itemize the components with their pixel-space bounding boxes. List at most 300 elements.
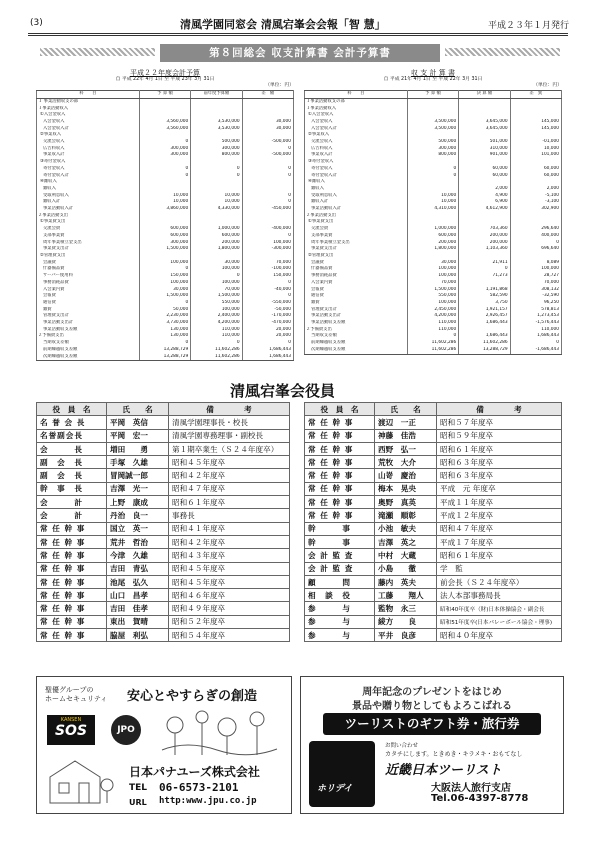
cell-value: 110,000 <box>407 320 458 327</box>
settlement-unit: （単位：円） <box>533 83 562 89</box>
officer-row <box>37 442 290 455</box>
cell-value <box>510 179 561 186</box>
officer-role: 幹 事 長 <box>37 482 107 495</box>
row-label: 交流会収入 <box>37 139 140 146</box>
table-row <box>305 226 562 233</box>
sos-logo <box>47 715 95 745</box>
cell-value: 1,686,443 <box>242 354 293 361</box>
officer-row <box>305 416 562 429</box>
ad-line2: 景品や贈り物としてもよろこばれる <box>352 701 512 712</box>
cell-value <box>139 98 190 105</box>
budget-title: 平成２２年度会計予算 <box>130 69 200 77</box>
officer-role: 常 任 幹 事 <box>37 549 107 562</box>
officer-note: 昭和５９年度卒 <box>437 429 562 442</box>
officer-note: 事務長 <box>169 509 290 522</box>
officer-name: 綾方 良 <box>375 615 437 628</box>
table-row <box>305 159 562 166</box>
cell-value: -470,000 <box>242 320 293 327</box>
row-label: ②事業収入 <box>305 132 408 139</box>
cell-value <box>510 106 561 113</box>
officer-note: 清風学園理事長・校長 <box>169 416 290 429</box>
officer-name: 小島 徹 <box>375 562 437 575</box>
cell-value: 1,686,443 <box>459 320 510 327</box>
cell-value: 11,602,286 <box>191 347 242 354</box>
table-row <box>305 266 562 273</box>
cell-value: 3,750 <box>459 300 510 307</box>
cell-value <box>139 159 190 166</box>
cell-value <box>510 219 561 226</box>
row-label: 事業活動収入計 <box>305 206 408 213</box>
table-row <box>305 327 562 334</box>
cell-value <box>459 98 510 105</box>
cell-value: -01,000 <box>510 139 561 146</box>
row-label: １事業活動収支の部 <box>305 98 408 105</box>
table-row <box>305 179 562 186</box>
cell-value: 60,000 <box>510 173 561 180</box>
officer-row <box>305 522 562 535</box>
cell-value: 1,273,453 <box>510 313 561 320</box>
officer-name: 吉澤 光一 <box>107 482 169 495</box>
row-label: ①事業費支出 <box>37 219 140 226</box>
row-label: 周年事業積立金支出 <box>37 240 140 247</box>
cell-value: 1,500,000 <box>407 287 458 294</box>
officer-name: 山嵜 慶治 <box>375 469 437 482</box>
cell-value <box>242 112 293 119</box>
cell-value <box>242 186 293 193</box>
officer-name: 平岡 英信 <box>107 416 169 429</box>
mascot-box <box>309 741 375 807</box>
officer-name: 冒岡誠一郎 <box>107 469 169 482</box>
cell-value: 0 <box>242 340 293 347</box>
officer-row <box>37 416 290 429</box>
table-row <box>305 186 562 193</box>
cell-value: 0 <box>242 193 293 200</box>
cell-value: 296,640 <box>510 226 561 233</box>
table-row <box>37 327 294 334</box>
cell-value: 0 <box>459 266 510 273</box>
table-row <box>37 219 294 226</box>
cell-value: 1,800,000 <box>407 246 458 253</box>
table-row <box>37 266 294 273</box>
cell-value: 50,000 <box>139 307 190 314</box>
cell-value: 10,000 <box>407 193 458 200</box>
cell-value: 70,000 <box>407 280 458 287</box>
officer-row <box>37 469 290 482</box>
cell-value <box>459 219 510 226</box>
cell-value <box>407 186 458 193</box>
table-row <box>305 313 562 320</box>
officers-title: 清風宕峯会役員 <box>230 382 336 400</box>
officer-row <box>305 575 562 588</box>
cell-value: 100,000 <box>139 280 190 287</box>
row-label: ２事業活動支出 <box>305 213 408 220</box>
issue-date: 平成２３年１月発行 <box>488 21 570 31</box>
cell-value: 703,360 <box>459 226 510 233</box>
table-row <box>305 119 562 126</box>
cell-value: 101,000 <box>510 152 561 159</box>
cell-value: 800,000 <box>407 152 458 159</box>
cell-value: 20,000 <box>242 333 293 340</box>
officer-name: 監物 永三 <box>375 602 437 615</box>
cell-value: 1,500,000 <box>191 293 242 300</box>
officer-note: 昭和４７年度卒 <box>437 522 562 535</box>
ad-contact: お問い合わせ <box>385 743 419 749</box>
row-label: 管理費支出計 <box>305 307 408 314</box>
row-label: 交流会収入 <box>305 139 408 146</box>
cell-value <box>407 106 458 113</box>
cell-value: 6,900 <box>459 199 510 206</box>
cell-value: 0 <box>407 173 458 180</box>
officer-row <box>305 509 562 522</box>
ad-group-text-2: ホームセキュリティ <box>45 695 108 703</box>
cell-value: 11,602,286 <box>407 340 458 347</box>
cell-value: 0 <box>510 240 561 247</box>
officer-name: 今津 久雄 <box>107 549 169 562</box>
row-label: 雑収入計 <box>305 199 408 206</box>
officer-name: 平井 良彦 <box>375 629 437 642</box>
table-row <box>305 219 562 226</box>
cell-value <box>139 132 190 139</box>
cell-value <box>139 219 190 226</box>
officer-row <box>37 535 290 548</box>
cell-value <box>191 186 242 193</box>
row-label: ③寄付金収入 <box>305 159 408 166</box>
newsletter-name: 清風学園同窓会 清風宕峯会会報「智 慧」 <box>180 18 386 31</box>
cell-value: 0 <box>407 333 458 340</box>
section-title: 第８回総会 収支計算書 会計予算書 <box>160 44 440 62</box>
table-row <box>37 206 294 213</box>
officer-name: 丹治 良一 <box>107 509 169 522</box>
row-label: 通信費 <box>37 300 140 307</box>
cell-value: 10,000 <box>510 146 561 153</box>
officer-note: 昭和５２年度卒 <box>169 615 290 628</box>
gift-banner: ツーリストのギフト券・旅行券 <box>323 713 541 735</box>
table-row <box>305 206 562 213</box>
cell-value: 30,000 <box>242 119 293 126</box>
table-row <box>37 132 294 139</box>
officer-note: 昭和４７年度卒 <box>169 482 290 495</box>
officer-row <box>305 615 562 628</box>
cell-value: -3,100 <box>510 199 561 206</box>
row-label: 事業活動収支差額 <box>37 327 140 334</box>
budget-statement <box>36 70 294 361</box>
cell-value: 0 <box>510 340 561 347</box>
row-label: ④雑収入 <box>305 179 408 186</box>
budget-unit: （単位：円） <box>265 83 294 89</box>
table-row <box>37 106 294 113</box>
officer-role: 常 任 幹 事 <box>305 456 375 469</box>
cell-value: -1,686,443 <box>510 347 561 354</box>
officer-role: 会 計 <box>37 509 107 522</box>
cell-value <box>242 213 293 220</box>
table-row <box>305 333 562 340</box>
cell-value: 500,000 <box>407 139 458 146</box>
officer-name: 中村 大蔵 <box>375 549 437 562</box>
cell-value <box>459 280 510 287</box>
officer-role: 会 長 <box>37 442 107 455</box>
officer-row <box>37 629 290 642</box>
cell-value <box>510 98 561 105</box>
row-label: 事業活動支出計 <box>37 320 140 327</box>
ad-branch: 大阪法人旅行支店 <box>431 783 511 794</box>
table-row <box>37 354 294 361</box>
row-label: ①入会金収入 <box>37 112 140 119</box>
row-label: 周年事業積立金支出 <box>305 240 408 247</box>
cell-value: 28,727 <box>510 273 561 280</box>
cell-value <box>459 327 510 334</box>
mascot-label: ホリデイ <box>317 784 353 794</box>
officer-role: 参 与 <box>305 629 375 642</box>
cell-value: 2,450,000 <box>407 307 458 314</box>
cell-value: 1,500,000 <box>139 246 190 253</box>
officer-role: 常 任 幹 事 <box>305 482 375 495</box>
cell-value: 0 <box>242 146 293 153</box>
cell-value: 150,000 <box>242 273 293 280</box>
ad-catch: カタチにします。ときめき・キラメキ・おもてなし <box>385 751 523 758</box>
cell-value: 3,500,000 <box>407 126 458 133</box>
cell-value <box>510 112 561 119</box>
cell-value: -40,000 <box>242 287 293 294</box>
cell-value <box>242 179 293 186</box>
cell-value <box>191 179 242 186</box>
cell-value: 96,250 <box>510 300 561 307</box>
officer-row <box>37 615 290 628</box>
row-label: 会報費 <box>37 293 140 300</box>
cell-value: 30,000 <box>242 126 293 133</box>
cell-value: 0 <box>139 139 190 146</box>
row-label: ２事業活動支出 <box>37 213 140 220</box>
ad-url[interactable]: http:www.jpu.co.jp <box>159 796 257 806</box>
cell-value: 600,000 <box>139 226 190 233</box>
settlement-table <box>304 90 562 354</box>
cell-value: 1,921,157 <box>459 307 510 314</box>
officer-row <box>37 549 290 562</box>
officer-role: 副 会 長 <box>37 469 107 482</box>
table-row <box>37 199 294 206</box>
cell-value: 1,800,000 <box>191 246 242 253</box>
officer-role: 常 任 幹 事 <box>305 496 375 509</box>
cell-value: -300,000 <box>242 246 293 253</box>
cell-value <box>139 186 190 193</box>
cell-value <box>407 253 458 260</box>
cell-value: 300,000 <box>139 146 190 153</box>
cell-value: 300,000 <box>139 152 190 159</box>
col-header: 備 考 <box>169 403 290 416</box>
cell-value <box>191 132 242 139</box>
table-row <box>37 139 294 146</box>
officer-row <box>305 469 562 482</box>
cell-value: 0 <box>242 280 293 287</box>
row-label: 前期繰越収支差額 <box>37 347 140 354</box>
cell-value <box>139 179 190 186</box>
row-label: サーバー使用料 <box>37 273 140 280</box>
table-row <box>305 213 562 220</box>
cell-value <box>459 213 510 220</box>
officer-note: 昭和４６年度卒 <box>169 589 290 602</box>
table-row <box>305 132 562 139</box>
row-label: 事業収入計 <box>305 152 408 159</box>
cell-value: 0 <box>242 233 293 240</box>
cell-value <box>407 179 458 186</box>
cell-value: 3,530,000 <box>191 126 242 133</box>
cell-value: 30,000 <box>407 260 458 267</box>
row-label: 交流会費 <box>305 226 408 233</box>
row-label: 次期繰越収支差額 <box>37 354 140 361</box>
row-label: 支部事業費 <box>37 233 140 240</box>
table-row <box>305 152 562 159</box>
officer-note: 昭和５７年度卒 <box>437 416 562 429</box>
cell-value <box>139 253 190 260</box>
row-label: ２予備費支出 <box>305 327 408 334</box>
cell-value: 0 <box>242 173 293 180</box>
cell-value: 30,000 <box>139 287 190 294</box>
cell-value: 3,560,000 <box>139 126 190 133</box>
row-label: 雑費 <box>37 307 140 314</box>
officers-table-left <box>36 402 290 642</box>
cell-value: 500,000 <box>191 139 242 146</box>
flower-illustration <box>157 705 287 757</box>
officer-note: 昭和６１年度卒 <box>169 496 290 509</box>
officer-role: 参 与 <box>305 602 375 615</box>
ad-slogan: 安心とやすらぎの創造 <box>127 689 258 704</box>
table-row <box>37 193 294 200</box>
officer-name: 神藤 佳浩 <box>375 429 437 442</box>
officer-name: 池尾 弘久 <box>107 575 169 588</box>
officer-row <box>305 442 562 455</box>
settlement-period: 自 平成 21年 4月 1日 至 平成 22年 3月 31日 <box>383 76 483 82</box>
officer-note: 昭和40年度卒（財)日本体操協会・副会長 <box>437 602 562 615</box>
cell-value: 100,000 <box>191 266 242 273</box>
officer-role: 会 計 監 査 <box>305 549 375 562</box>
table-row <box>305 240 562 247</box>
officer-name: 吉澤 英之 <box>375 535 437 548</box>
cell-value: 578,813 <box>510 307 561 314</box>
table-row <box>305 193 562 200</box>
col-header: 役 員 名 <box>37 403 107 416</box>
table-row <box>37 333 294 340</box>
table-row <box>305 112 562 119</box>
table-row <box>37 260 294 267</box>
cell-value: 600,000 <box>407 233 458 240</box>
table-row <box>37 186 294 193</box>
ad-url-label: URL <box>129 798 147 807</box>
col-header: 差 額 <box>242 91 293 99</box>
cell-value: 696,640 <box>510 246 561 253</box>
row-label: 雑収入 <box>37 186 140 193</box>
row-label: ②事業収入 <box>37 132 140 139</box>
cell-value: 550,000 <box>191 300 242 307</box>
ad-line1: 周年記念のプレゼントをはじめ <box>362 687 502 698</box>
cell-value: 600,000 <box>139 233 190 240</box>
officer-note: 平成 元 年度卒 <box>437 482 562 495</box>
row-label: 入会金収入計 <box>305 126 408 133</box>
cell-value <box>407 219 458 226</box>
table-row <box>305 253 562 260</box>
cell-value: 300,000 <box>407 146 458 153</box>
cell-value: 10,000 <box>407 199 458 206</box>
cell-value: 110,000 <box>191 333 242 340</box>
row-label: 入会金収入 <box>305 119 408 126</box>
cell-value: 100,000 <box>242 240 293 247</box>
cell-value <box>242 253 293 260</box>
cell-value: 71,273 <box>459 273 510 280</box>
cell-value: 100,000 <box>510 266 561 273</box>
cell-value: 13,288,729 <box>459 347 510 354</box>
row-label: １事業活動収入 <box>37 106 140 113</box>
jpo-logo: JPO <box>111 715 141 745</box>
cell-value: -450,000 <box>242 206 293 213</box>
budget-table <box>36 90 294 361</box>
row-label: 事業活動収支差額 <box>305 320 408 327</box>
cell-value <box>459 159 510 166</box>
row-label: ①事業費支出 <box>305 219 408 226</box>
settlement-statement <box>304 70 562 355</box>
officer-role: 常 任 幹 事 <box>305 442 375 455</box>
cell-value: 130,000 <box>139 327 190 334</box>
col-header: 氏 名 <box>375 403 437 416</box>
cell-value <box>191 159 242 166</box>
cell-value: -500,000 <box>242 152 293 159</box>
row-label: 会報費 <box>305 287 408 294</box>
row-label: 事業活動支出計 <box>305 313 408 320</box>
officer-name: 小池 敏夫 <box>375 522 437 535</box>
cell-value: 4,330,000 <box>191 206 242 213</box>
officer-note: 法人本部事務局長 <box>437 589 562 602</box>
officer-row <box>37 522 290 535</box>
cell-value: 100,000 <box>407 300 458 307</box>
officer-name: 奥野 真英 <box>375 496 437 509</box>
row-label: 入会金収入 <box>37 119 140 126</box>
row-label: 雑収入 <box>305 186 408 193</box>
cell-value: 0 <box>191 340 242 347</box>
row-label: 寄付金収入 <box>37 166 140 173</box>
table-row <box>37 287 294 294</box>
table-row <box>37 173 294 180</box>
table-row <box>37 146 294 153</box>
officer-note: 昭和４２年度卒 <box>169 469 290 482</box>
row-label: 什器備品費 <box>37 266 140 273</box>
row-label: 事業活動収入計 <box>37 206 140 213</box>
officer-row <box>305 589 562 602</box>
row-label: 入会金収入計 <box>37 126 140 133</box>
cell-value: -400,000 <box>242 226 293 233</box>
table-row <box>305 287 562 294</box>
cell-value <box>459 179 510 186</box>
header-rule <box>28 33 568 34</box>
table-row <box>305 307 562 314</box>
cell-value: 0 <box>191 166 242 173</box>
cell-value: 2,230,000 <box>139 313 190 320</box>
cell-value: 60,000 <box>459 173 510 180</box>
row-label: 受取利息収入 <box>37 193 140 200</box>
cell-value: 400,000 <box>510 233 561 240</box>
cell-value: -1,576,443 <box>510 320 561 327</box>
ad-tel-label: TEL <box>129 783 148 793</box>
row-label: 会議費 <box>37 260 140 267</box>
cell-value: -550,000 <box>242 300 293 307</box>
officer-role: 会 計 <box>37 496 107 509</box>
header-rule <box>28 35 568 36</box>
cell-value <box>139 213 190 220</box>
officer-role: 常 任 幹 事 <box>305 429 375 442</box>
officer-note: 平成１７年度卒 <box>437 535 562 548</box>
cell-value: 13,288,729 <box>139 347 190 354</box>
officer-note: 第１期卒業生（Ｓ２４年度卒） <box>169 442 290 455</box>
cell-value: 1,191,868 <box>459 287 510 294</box>
cell-value: 1,686,443 <box>510 333 561 340</box>
officer-role: 顧 問 <box>305 575 375 588</box>
row-label: 事業収入計 <box>37 152 140 159</box>
